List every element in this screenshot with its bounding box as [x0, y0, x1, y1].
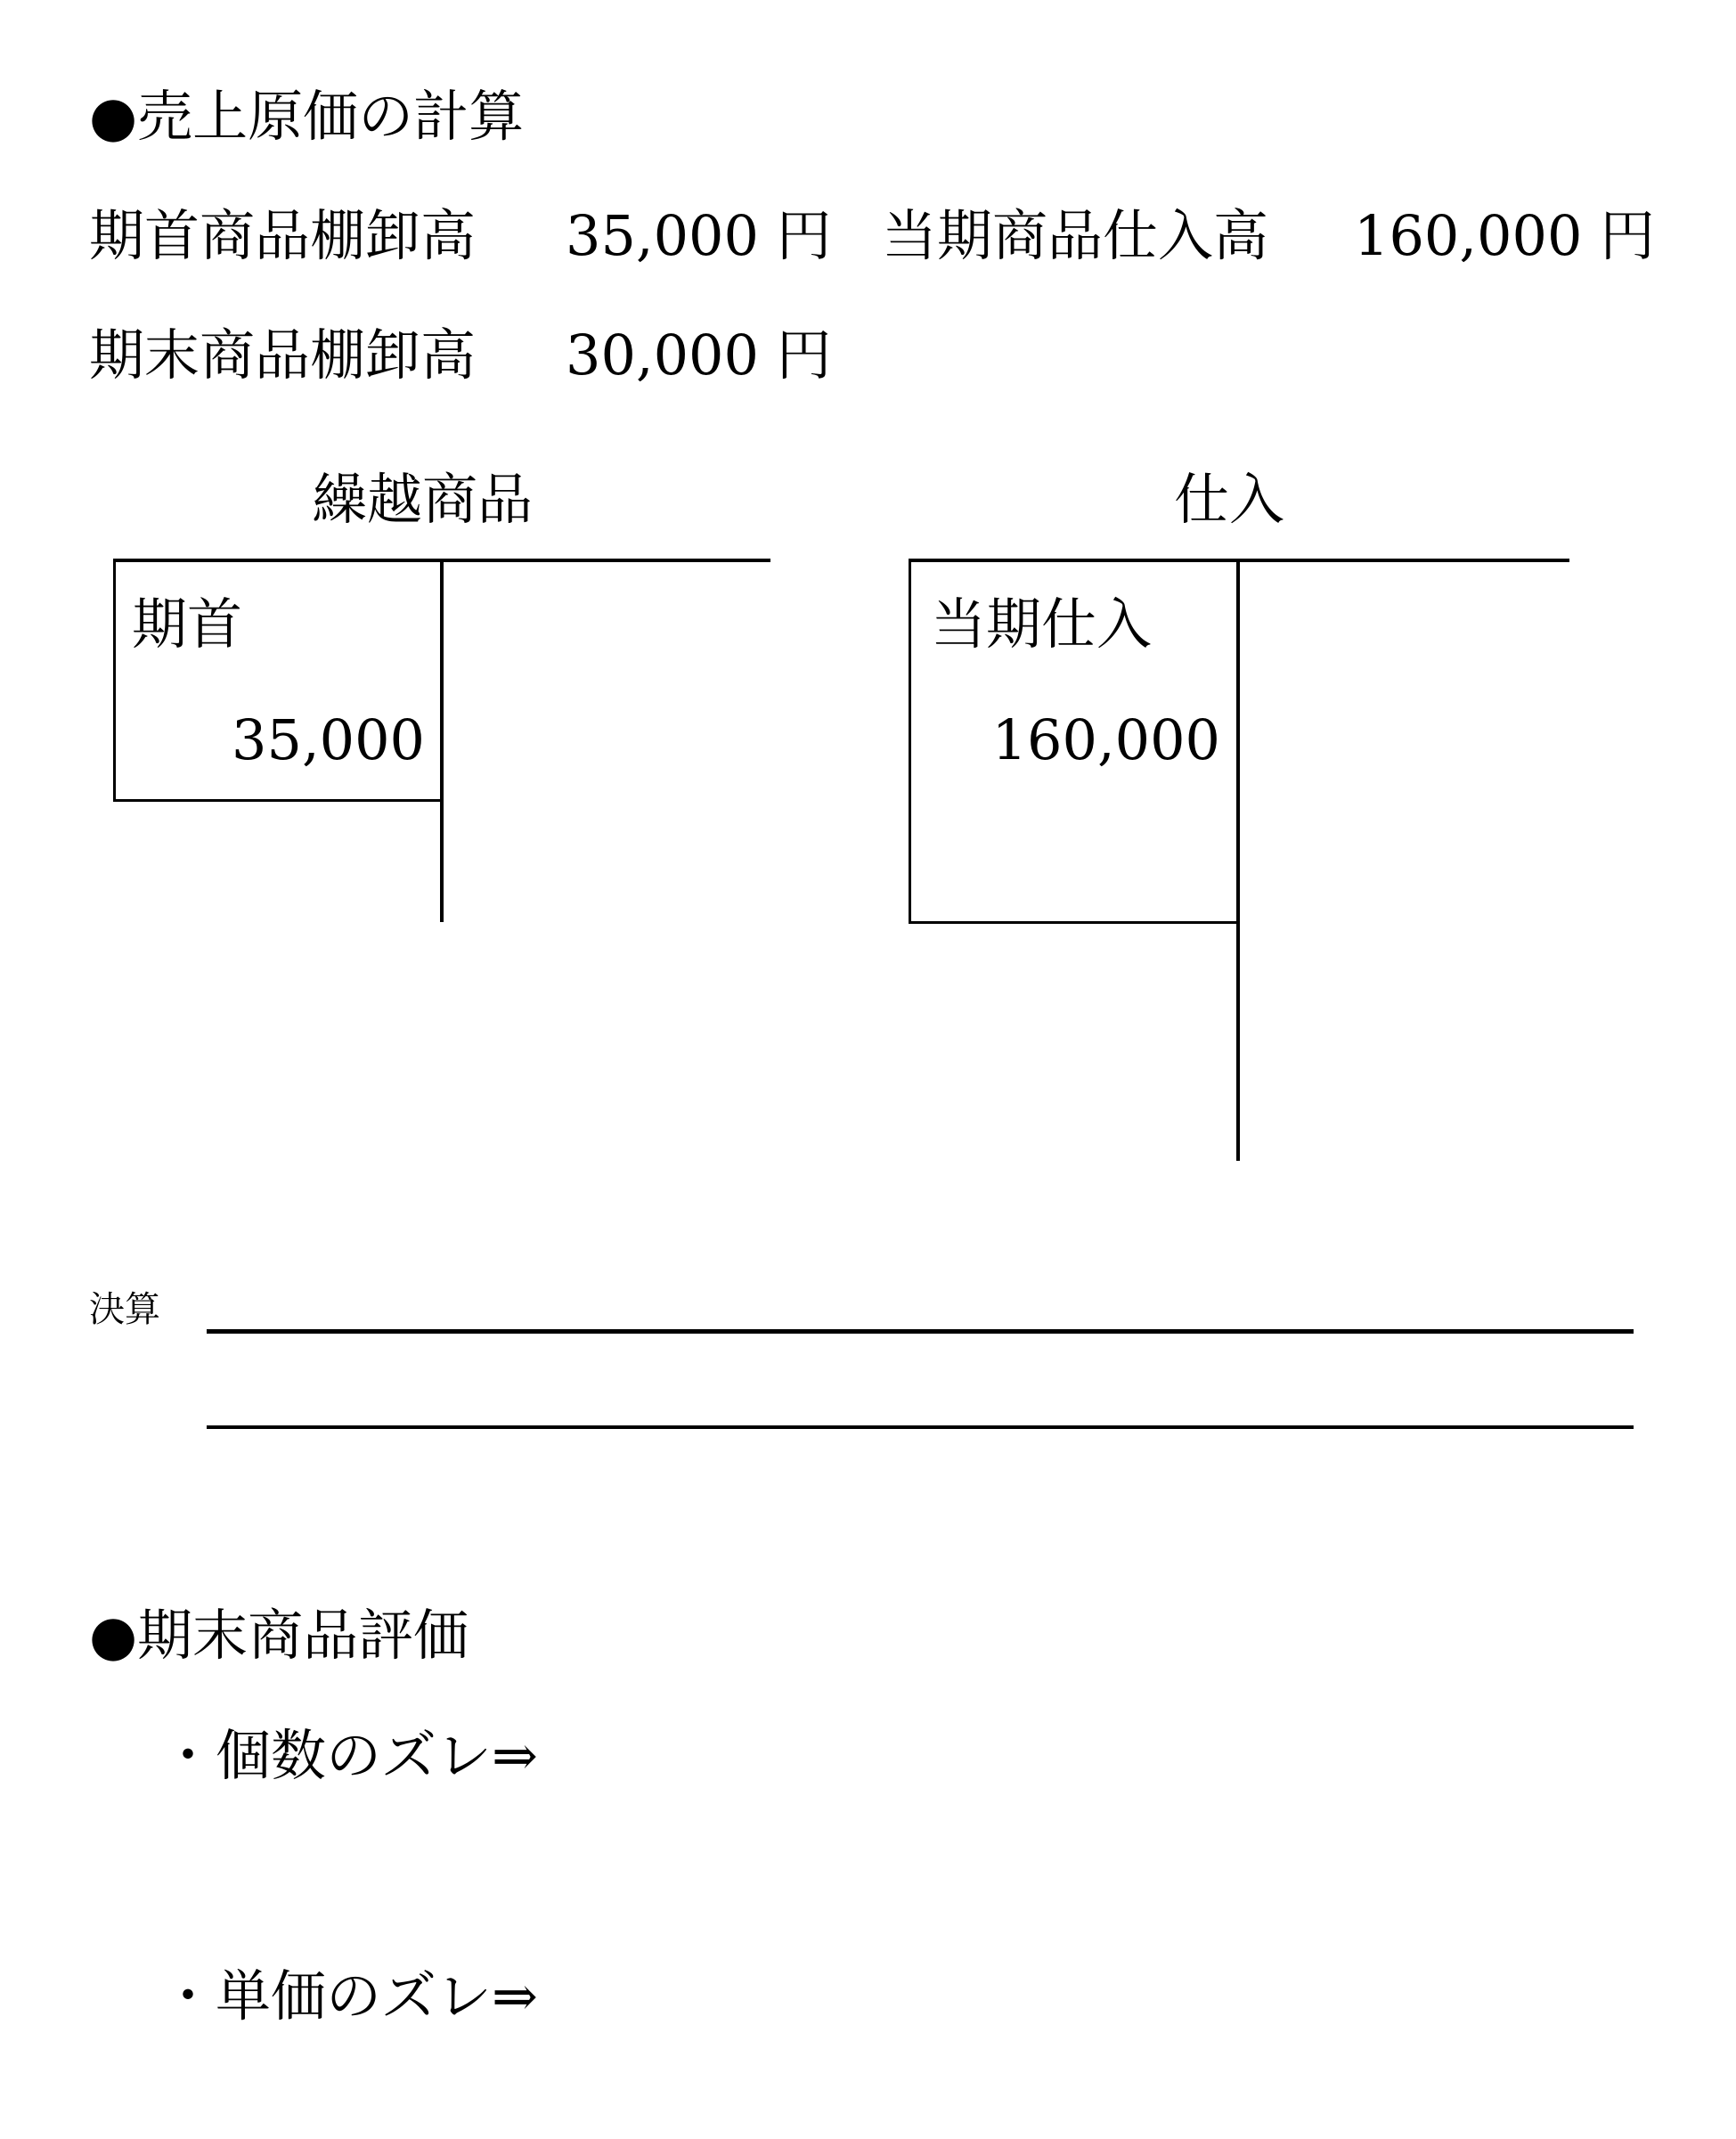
closing-answer-line-1	[207, 1329, 1634, 1334]
ending-inventory-label: 期末商品棚卸高	[89, 322, 477, 388]
cogs-heading: ●売上原価の計算	[89, 84, 525, 149]
purchases-label: 当期商品仕入高	[882, 203, 1269, 268]
purchases-entry-value: 160,000	[991, 707, 1220, 772]
closing-answer-line-2	[207, 1425, 1634, 1429]
purchases-value: 160,000 円	[1354, 203, 1656, 268]
closing-label: 決算	[89, 1289, 160, 1330]
carried-forward-entry-value: 35,000	[232, 707, 425, 772]
purchases-entry-label: 当期仕入	[931, 592, 1153, 657]
purchases-account-title: 仕入	[1174, 467, 1285, 532]
beginning-inventory-label: 期首商品棚卸高	[89, 203, 477, 268]
beginning-inventory-value: 35,000 円	[566, 203, 832, 268]
carried-forward-account-title: 繰越商品	[312, 467, 534, 532]
ending-inventory-value: 30,000 円	[566, 322, 832, 388]
unit-price-discrepancy-item: ・単価のズレ⇒	[160, 1963, 538, 2029]
valuation-heading: ●期末商品評価	[89, 1603, 469, 1668]
quantity-discrepancy-item: ・個数のズレ⇒	[160, 1723, 538, 1788]
carried-forward-entry-label: 期首	[132, 592, 243, 657]
